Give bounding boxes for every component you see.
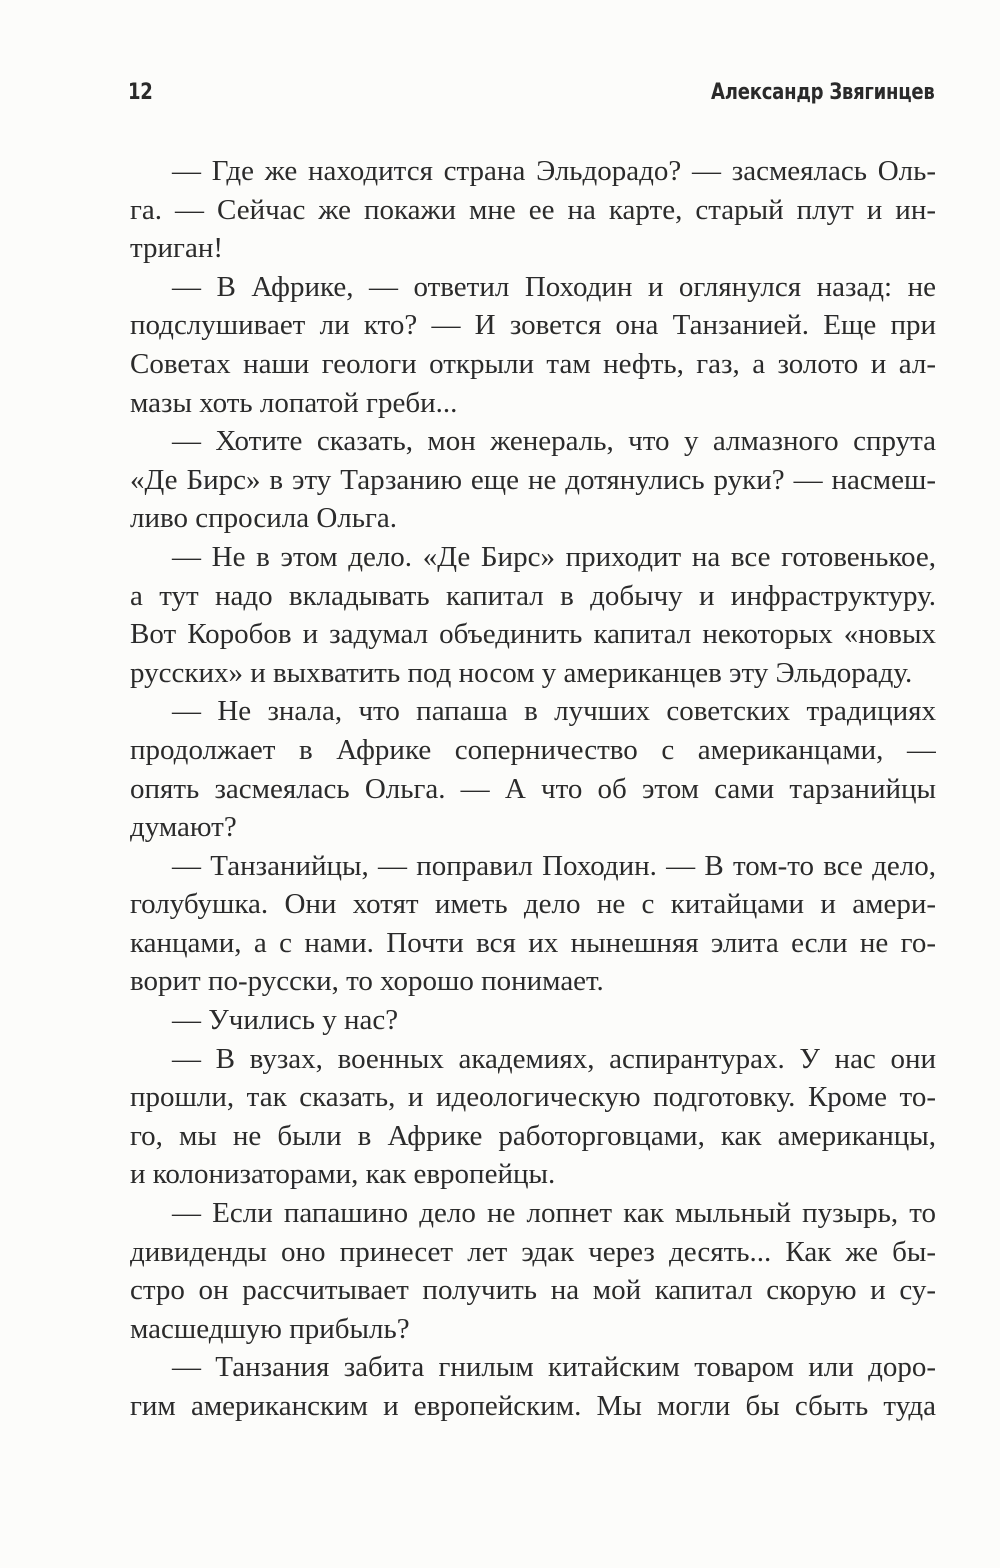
text-line: ворит по-русски, то хорошо понимает. [130,965,604,998]
text-line: голубушка. Они хотят иметь дело не с китайцами и амери- [130,888,936,921]
paragraph-first-line: — Учились у нас? [172,1004,399,1037]
text-line: русских» и выхватить под носом у американцев эту Эльдораду. [130,656,913,689]
text-line: масшедшую прибыль? [130,1312,410,1345]
page-number: 12 [128,80,153,105]
paragraph-first-line: — Танзания забита гнилым китайским товаром или доро- [172,1351,936,1384]
paragraph-first-line: — В Африке, — ответил Походин и оглянулся назад: не [172,270,936,303]
text-line: продолжает в Африке соперничество с американцами, — [130,733,936,766]
paragraph-first-line: — Не знала, что папаша в лучших советских традициях [172,695,936,728]
text-line: мазы хоть лопатой греби... [130,386,458,419]
text-line: га. — Сейчас же покажи мне ее на карте, старый плут и ин- [130,193,936,226]
text-line: «Де Бирс» в эту Тарзанию еще не дотянулись руки? — насмеш- [130,463,936,496]
running-head [128,76,934,116]
paragraph-first-line: — Хотите сказать, мон женераль, что у алмазного спрута [172,425,936,458]
paragraph-first-line: — Танзанийцы, — поправил Походин. — В том-то все дело, [172,849,936,882]
text-line: подслушивает ли кто? — И зовется она Танзанией. Еще при [130,309,936,342]
text-line: ливо спросила Ольга. [130,502,397,535]
text-line: и колонизаторами, как европейцы. [130,1158,556,1191]
text-line: дивиденды оно принесет лет эдак через десять... Как же бы- [130,1235,936,1268]
paragraph-first-line: — Если папашино дело не лопнет как мыльный пузырь, то [172,1197,936,1230]
text-line: стро он рассчитывает получить на мой капитал скорую и су- [130,1274,936,1307]
text-line: прошли, так сказать, и идеологическую подготовку. Кроме то- [130,1081,936,1114]
paragraph-first-line: — Не в этом дело. «Де Бирс» приходит на все готовенькое, [172,540,936,573]
paragraph-first-line: — Где же находится страна Эльдорадо? — засмеялась Оль- [172,155,936,187]
text-line: опять засмеялась Ольга. — А что об этом сами тарзанийцы [130,772,936,805]
text-line: триган! [130,232,223,265]
body-text [130,152,936,1426]
running-head-author: Александр Звягинцев [710,80,934,105]
text-line: гим американским и европейским. Мы могли бы сбыть туда [130,1390,936,1422]
text-line: го, мы не были в Африке работорговцами, как американцы, [130,1119,936,1152]
text-line: Советах наши геологи открыли там нефть, газ, а золото и ал- [130,347,936,380]
paragraph-first-line: — В вузах, военных академиях, аспирантурах. У нас они [172,1042,936,1075]
text-line: думают? [130,811,237,844]
text-line: а тут надо вкладывать капитал в добычу и инфраструктуру. [130,579,936,612]
text-line: Вот Коробов и задумал объединить капитал некоторых «новых [130,618,936,651]
text-line: канцами, а с нами. Почти вся их нынешняя элита если не го- [130,926,936,959]
